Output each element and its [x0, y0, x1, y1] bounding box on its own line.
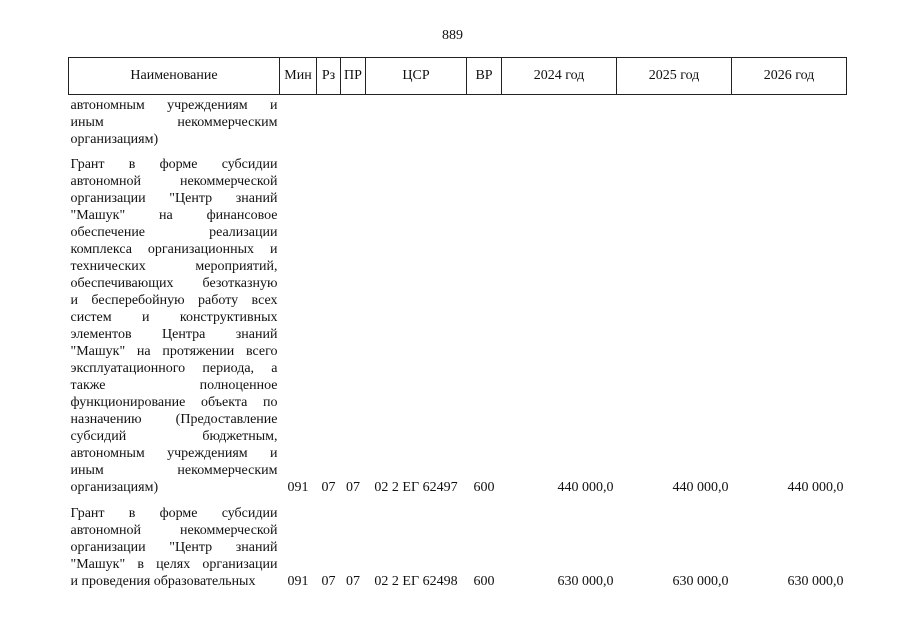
row-name-line: также полноценное	[70, 378, 278, 393]
row-name-line: автономной некоммерческой	[70, 523, 278, 538]
row-name-line: обеспечивающих безотказную	[70, 276, 278, 291]
header-pr: ПР	[341, 58, 366, 95]
row-value-2026: 630 000,0	[787, 574, 844, 589]
row-rz: 07	[321, 574, 336, 589]
row-value-2024: 630 000,0	[557, 574, 614, 589]
row-csr: 02 2 ЕГ 62497	[374, 480, 458, 495]
row-name-line: организации "Центр знаний	[70, 191, 278, 206]
budget-table	[68, 57, 847, 590]
row-rz	[317, 95, 341, 149]
row-value-2025: 440 000,0	[672, 480, 729, 495]
row-name	[69, 148, 280, 496]
page-number: 889	[442, 28, 463, 43]
header-2026: 2026 год	[732, 58, 847, 95]
header-2025: 2025 год	[617, 58, 732, 95]
row-name-line: технических мероприятий,	[70, 259, 278, 274]
row-min	[280, 95, 317, 149]
row-min: 091	[287, 480, 309, 495]
row-name	[69, 496, 280, 590]
row-name-line: организациям)	[70, 132, 159, 147]
row-name-line: элементов Центра знаний	[70, 327, 278, 342]
row-name-line: субсидий бюджетным,	[70, 429, 278, 444]
row-csr: 02 2 ЕГ 62498	[374, 574, 458, 589]
row-value-2024	[502, 95, 617, 149]
row-name	[69, 95, 280, 149]
row-name-line: функционирование объекта по	[70, 395, 278, 410]
row-name-line: "Машук" на финансовое	[70, 208, 278, 223]
row-pr	[341, 95, 366, 149]
row-value-2025	[617, 95, 732, 149]
row-name-line: назначению (Предоставление	[70, 412, 278, 427]
row-vr: 600	[473, 574, 495, 589]
row-name-line: и проведения образовательных	[70, 574, 256, 589]
row-name-line: автономным учреждениям и	[70, 98, 278, 113]
table-row	[69, 148, 847, 496]
row-name-line: "Машук" в целях организации	[70, 557, 278, 572]
header-2024: 2024 год	[502, 58, 617, 95]
row-name-line: автономным учреждениям и	[70, 446, 278, 461]
row-pr: 07	[346, 574, 360, 589]
row-value-2026: 440 000,0	[787, 480, 844, 495]
header-min: Мин	[280, 58, 317, 95]
row-name-line: обеспечение реализации	[70, 225, 278, 240]
row-name-line: автономной некоммерческой	[70, 174, 278, 189]
row-name-line: организации "Центр знаний	[70, 540, 278, 555]
row-name-line: Грант в форме субсидии	[70, 157, 278, 172]
row-value-2025: 630 000,0	[672, 574, 729, 589]
row-name-line: комплекса организационных и	[70, 242, 278, 257]
table-header	[69, 58, 847, 95]
row-csr	[366, 95, 467, 149]
row-name-line: иным некоммерческим	[70, 115, 278, 130]
table-row	[69, 95, 847, 149]
row-name-line: систем и конструктивных	[70, 310, 278, 325]
row-name-line: Грант в форме субсидии	[70, 506, 278, 521]
row-rz: 07	[321, 480, 336, 495]
header-row	[69, 58, 847, 95]
row-name-line: иным некоммерческим	[70, 463, 278, 478]
header-csr: ЦСР	[366, 58, 467, 95]
table-body	[69, 95, 847, 591]
table-row	[69, 496, 847, 590]
row-min: 091	[287, 574, 309, 589]
header-name: Наименование	[69, 58, 280, 95]
header-vr: ВР	[467, 58, 502, 95]
row-name-line: организациям)	[70, 480, 159, 495]
header-rz: Рз	[317, 58, 341, 95]
row-vr: 600	[473, 480, 495, 495]
row-pr: 07	[346, 480, 360, 495]
row-value-2026	[732, 95, 847, 149]
row-name-line: "Машук" на протяжении всего	[70, 344, 278, 359]
row-name-line: эксплуатационного периода, а	[70, 361, 278, 376]
row-vr	[467, 95, 502, 149]
row-value-2024: 440 000,0	[557, 480, 614, 495]
row-name-line: и бесперебойную работу всех	[70, 293, 278, 308]
